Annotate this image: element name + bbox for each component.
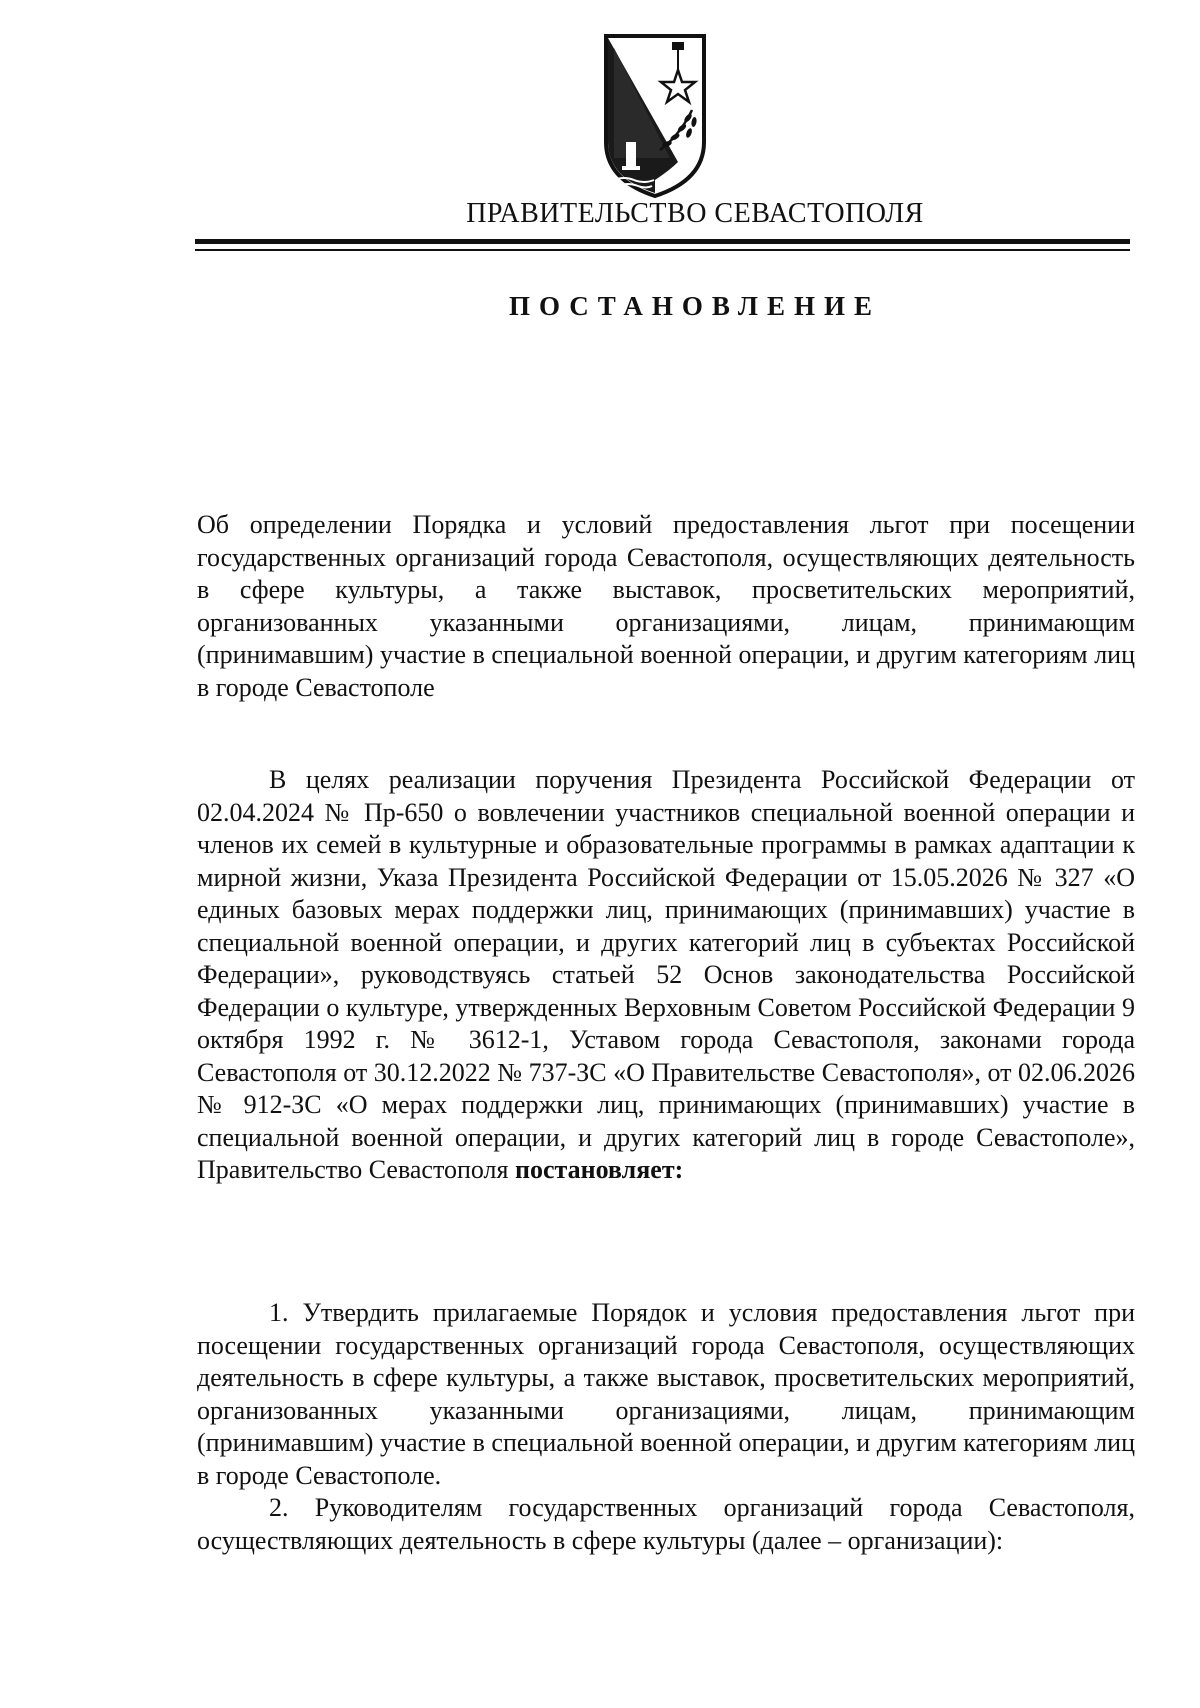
header-rule-thick [195, 239, 1130, 244]
document-subject [197, 509, 1135, 704]
header-rule-thin [195, 249, 1130, 251]
decision-items [197, 1297, 1135, 1557]
sevastopol-coat-of-arms-icon [600, 30, 710, 200]
decision-word: постановляет: [514, 1155, 684, 1184]
preamble [197, 764, 1135, 1187]
subject-text: Об определении Порядка и условий предоставления льгот при посещении государственных организаций города Севастополя, осуществляющих деятельность в сфере культуры, а также выставок, просветительских мероприятий, организованных указанными организациями, лицам, принимающим (принимавшим) участие в специальной военной операции, и другим категориям лиц в городе Севастополе [197, 510, 1135, 702]
preamble-text: В целях реализации поручения Президента Российской Федерации от 02.04.2024 № Пр-650 о вовлечении участников специальной военной операции и членов их семей в культурные и образовательные программы в рамках адаптации к мирной жизни, Указа Президента Российской Федерации от 15.05.2026 № 327 «О единых базовых мерах поддержки лиц, принимающих (принимавших) участие в специальной военной операции, и других категорий лиц в субъектах Российской Федерации», руководствуясь статьей 52 Основ законодательства Российской Федерации о культуре, утвержденных Верховным Советом Российской Федерации 9 октября 1992 г. № 3612-1, Уставом города Севастополя, законами города Севастополя от 30.12.2022 № 737-ЗС «О Правительстве Севастополя», от 02.06.2026 № 912-ЗС «О мерах поддержки лиц, принимающих (принимавших) участие в специальной военной операции, и других категорий лиц в городе Севастополе», Правительство Севастополя [197, 765, 1135, 1184]
decision-item-1: 1. Утвердить прилагаемые Порядок и условия предоставления льгот при посещении государственных организаций города Севастополя, осуществляющих деятельность в сфере культуры, а также выставок, просветительских мероприятий, организованных указанными организациями, лицам, принимающим (принимавшим) участие в специальной военной операции, и другим категориям лиц в городе Севастополе. [197, 1298, 1135, 1490]
preamble-paragraph [197, 764, 1135, 1187]
document-type-title: ПОСТАНОВЛЕНИЕ [508, 291, 882, 321]
organization-name: ПРАВИТЕЛЬСТВО СЕВАСТОПОЛЯ [466, 198, 924, 229]
decision-item-2: 2. Руководителям государственных организаций города Севастополя, осуществляющих деятельность в сфере культуры (далее – организации): [197, 1493, 1135, 1555]
